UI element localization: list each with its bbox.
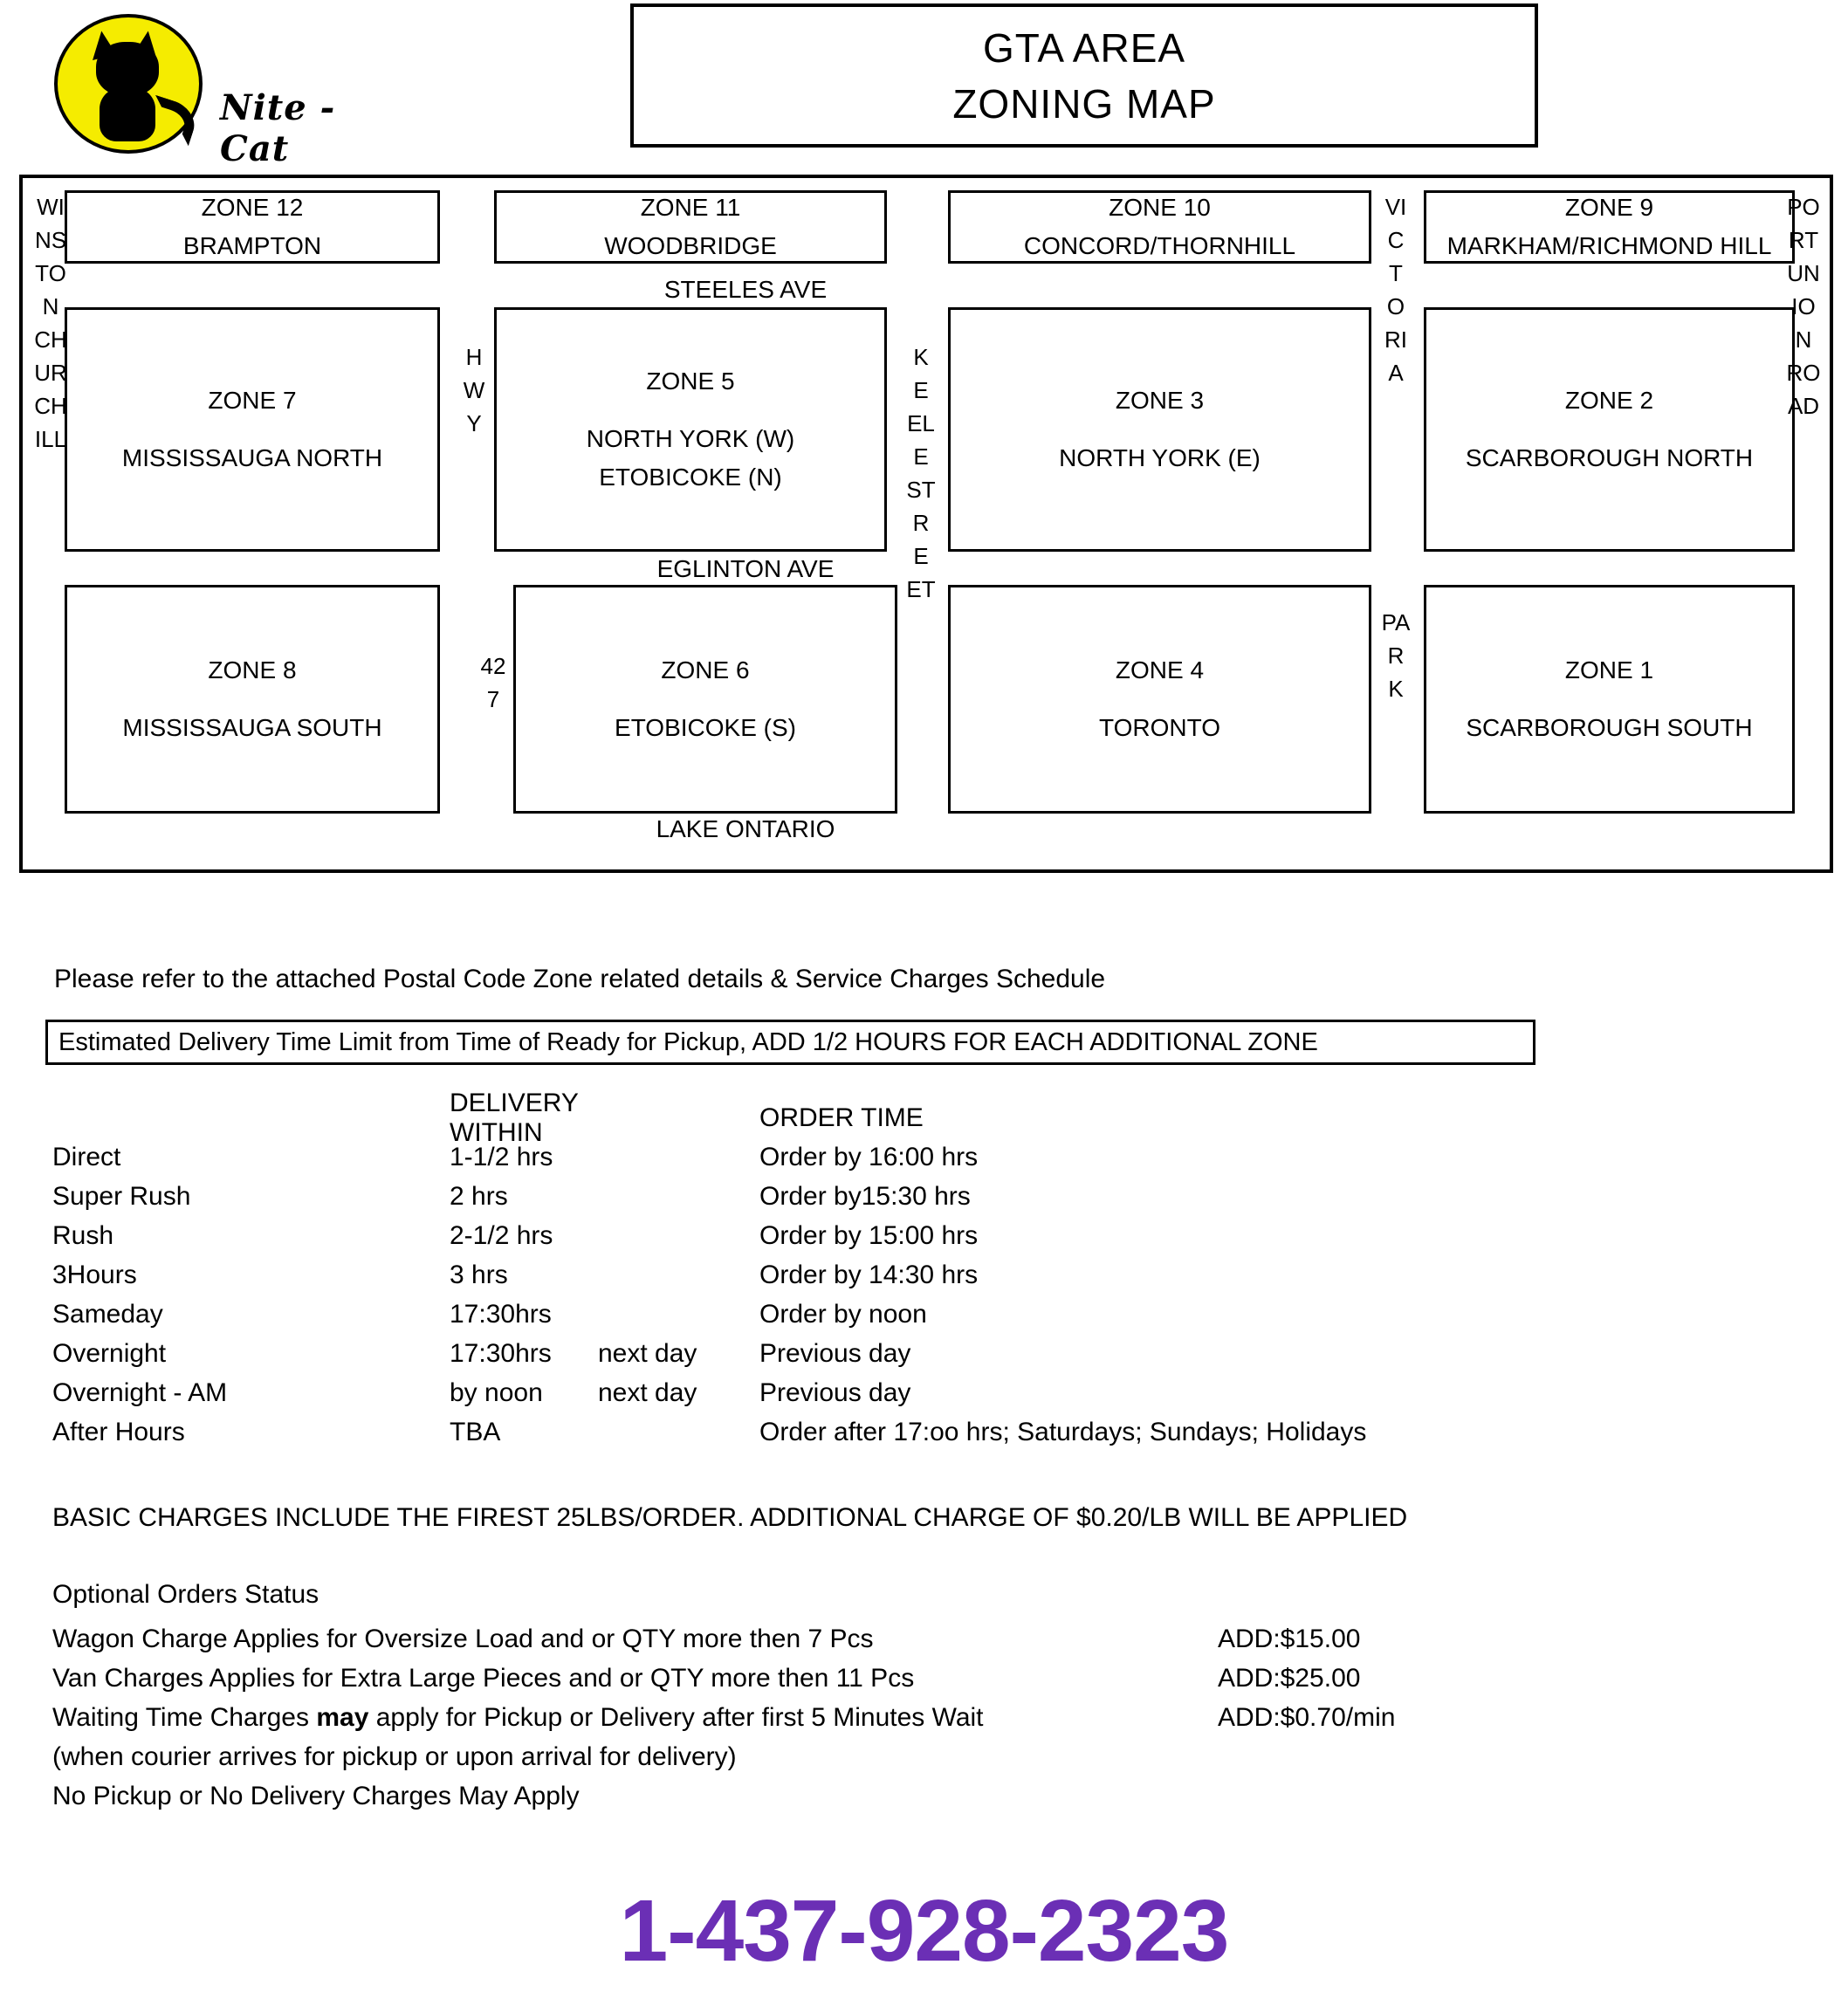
zone-name: ETOBICOKE (S) (615, 714, 796, 741)
estimated-delivery-text: Estimated Delivery Time Limit from Time of Ready for Pickup, ADD 1/2 HOURS FOR EACH ADDITIONAL ZONE (58, 1027, 1318, 1056)
cell-service: After Hours (52, 1417, 185, 1446)
optional-charge-text: Van Charges Applies for Extra Large Pieces and or QTY more then 11 Pcs (52, 1663, 915, 1693)
cat-body-icon (100, 87, 155, 141)
zone-number: ZONE 6 (661, 656, 750, 684)
table-header-row (52, 1088, 1536, 1147)
table-row (52, 1216, 1536, 1255)
optional-orders-title: Optional Orders Status (52, 1580, 319, 1609)
waiting-time-note: (when courier arrives for pickup or upon arrival for delivery) (52, 1741, 737, 1771)
cell-order-time: Previous day (759, 1377, 911, 1407)
document-header (0, 0, 1848, 169)
list-item (52, 1619, 1536, 1659)
zone-name: CONCORD/THORNHILL (1023, 232, 1296, 259)
zone-number: ZONE 7 (208, 387, 297, 414)
street-label-park: PARK (1381, 609, 1411, 702)
estimated-delivery-box (45, 1020, 1535, 1065)
cell-order-time: Order after 17:oo hrs; Saturdays; Sundays; Holidays (759, 1417, 1367, 1446)
zone-number: ZONE 4 (1115, 656, 1205, 684)
table-row (52, 1137, 1536, 1177)
zone-box-8 (65, 585, 440, 814)
zone-name: SCARBOROUGH NORTH (1465, 444, 1754, 471)
optional-orders-list (52, 1619, 1536, 1816)
cell-within-extra: next day (598, 1338, 697, 1368)
street-label-winston-churchill: WINSTON CHURCHILL (34, 194, 67, 452)
table-row (52, 1373, 1536, 1412)
zone-number: ZONE 3 (1115, 387, 1205, 414)
optional-charge-text: Wagon Charge Applies for Oversize Load and or QTY more then 7 Pcs (52, 1624, 874, 1653)
zone-number: ZONE 9 (1564, 194, 1654, 221)
zone-name-secondary: ETOBICOKE (N) (599, 464, 782, 491)
table-row (52, 1412, 1536, 1452)
cell-service: Direct (52, 1142, 121, 1171)
street-label-port-union-road: PORT UNION ROAD (1786, 194, 1821, 419)
cell-service: 3Hours (52, 1260, 137, 1289)
list-item (52, 1659, 1536, 1698)
label-lake-ontario: LAKE ONTARIO (656, 815, 835, 842)
brand-name: Nite - Cat (220, 87, 336, 169)
postal-code-note: Please refer to the attached Postal Code Zone related details & Service Charges Schedule (54, 965, 1106, 993)
zone-box-4 (948, 585, 1371, 814)
cell-order-time: Order by 15:00 hrs (759, 1220, 979, 1250)
waiting-suffix: apply for Pickup or Delivery after first 5 Minutes Wait (368, 1702, 984, 1732)
waiting-prefix: Waiting Time Charges (52, 1702, 317, 1732)
zone-box-2 (1424, 307, 1795, 552)
cell-within: 3 hrs (450, 1260, 508, 1289)
zone-box-5 (494, 307, 887, 552)
highway-number-427: 427 (480, 653, 506, 712)
zone-number: ZONE 12 (201, 194, 304, 221)
table-row (52, 1295, 1536, 1334)
cell-within: 2-1/2 hrs (450, 1220, 553, 1250)
zone-number: ZONE 10 (1109, 194, 1211, 221)
page-title-line-1: GTA AREA (982, 24, 1186, 71)
zone-name: BRAMPTON (182, 232, 322, 259)
waiting-time-charge-amount: ADD:$0.70/min (1218, 1702, 1396, 1732)
zone-box-7 (65, 307, 440, 552)
table-row (52, 1334, 1536, 1373)
cell-order-time: Order by 16:00 hrs (759, 1142, 979, 1171)
cell-service: Super Rush (52, 1181, 191, 1211)
zone-name: WOODBRIDGE (604, 232, 777, 259)
cell-within-extra (598, 1221, 759, 1251)
zone-number: ZONE 2 (1564, 387, 1654, 414)
cell-order-time: Order by 14:30 hrs (759, 1260, 979, 1289)
street-label-keele-street: KEELE STREET (906, 344, 936, 602)
waiting-time-charge-text (52, 1703, 1218, 1733)
zone-number: ZONE 8 (208, 656, 297, 684)
basic-charges-note: BASIC CHARGES INCLUDE THE FIREST 25LBS/ORDER. ADDITIONAL CHARGE OF $0.20/LB WILL BE APPLIED (52, 1503, 1408, 1532)
cell-within-extra (598, 1182, 759, 1212)
street-label-eglinton-ave: EGLINTON AVE (656, 555, 835, 582)
column-header-delivery-within: DELIVERY WITHIN (450, 1088, 579, 1147)
cell-order-time: Order by15:30 hrs (759, 1181, 971, 1211)
cell-within-extra (598, 1418, 759, 1447)
waiting-emphasis: may (316, 1702, 369, 1732)
zone-box-12 (65, 190, 440, 264)
zone-box-1 (1424, 585, 1795, 814)
zone-box-11 (494, 190, 887, 264)
zone-box-6 (513, 585, 897, 814)
phone-number: 1-437-928-2323 (619, 1882, 1229, 1980)
zone-number: ZONE 1 (1564, 656, 1654, 684)
page-title (630, 3, 1538, 148)
list-item (52, 1698, 1536, 1737)
street-label-victoria: VICTORIA (1384, 194, 1407, 386)
cell-order-time: Previous day (759, 1338, 911, 1368)
cell-service: Rush (52, 1220, 114, 1250)
zone-name: MISSISSAUGA SOUTH (122, 714, 382, 741)
street-label-hwy: HWY (463, 344, 485, 436)
service-times-table (52, 1088, 1536, 1452)
cell-order-time: Order by noon (759, 1299, 927, 1329)
cell-service: Sameday (52, 1299, 163, 1329)
zone-number: ZONE 11 (640, 194, 741, 221)
optional-charge-amount: ADD:$25.00 (1218, 1663, 1361, 1693)
cell-within-extra: next day (598, 1377, 697, 1407)
column-header-order-time: ORDER TIME (759, 1103, 924, 1132)
cell-within: 1-1/2 hrs (450, 1142, 553, 1171)
zone-name: TORONTO (1099, 714, 1220, 741)
optional-charge-amount: ADD:$15.00 (1218, 1624, 1361, 1653)
company-logo (45, 7, 412, 169)
zoning-map (19, 175, 1833, 873)
street-label-steeles-ave: STEELES AVE (663, 276, 828, 303)
cell-within: TBA (450, 1417, 501, 1446)
zone-name: MISSISSAUGA NORTH (121, 444, 383, 471)
cell-within-extra (598, 1300, 759, 1329)
zone-box-9 (1424, 190, 1795, 264)
cell-within: by noon (450, 1377, 543, 1407)
zone-box-3 (948, 307, 1371, 552)
zone-box-10 (948, 190, 1371, 264)
cell-within-extra (598, 1143, 759, 1172)
table-row (52, 1255, 1536, 1295)
zone-name: NORTH YORK (E) (1059, 444, 1261, 471)
zone-name: MARKHAM/RICHMOND HILL (1446, 232, 1772, 259)
cell-service: Overnight (52, 1338, 167, 1368)
cell-within-extra (598, 1261, 759, 1290)
zone-number: ZONE 5 (646, 368, 735, 395)
list-item (52, 1776, 1536, 1816)
list-item (52, 1737, 1536, 1776)
table-row (52, 1177, 1536, 1216)
page-title-line-2: ZONING MAP (952, 80, 1216, 127)
cell-service: Overnight - AM (52, 1377, 228, 1407)
no-pickup-note: No Pickup or No Delivery Charges May Apply (52, 1781, 580, 1810)
zone-name: NORTH YORK (W) (586, 425, 795, 452)
cell-within: 17:30hrs (450, 1338, 552, 1368)
cell-within: 17:30hrs (450, 1299, 552, 1329)
zone-name: SCARBOROUGH SOUTH (1466, 714, 1753, 741)
cell-within: 2 hrs (450, 1181, 508, 1211)
